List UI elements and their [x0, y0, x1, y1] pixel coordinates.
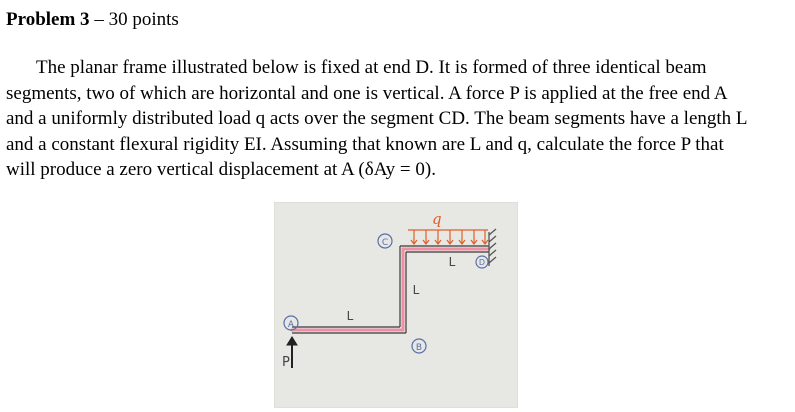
statement-line-4: and a constant flexural rigidity EI. Assuming that known are L and q, calculate the force P that: [6, 133, 724, 155]
length-label-cd: L: [448, 255, 456, 269]
problem-heading: [6, 9, 179, 31]
point-c-label: C: [381, 238, 389, 248]
figure-paper: [274, 202, 518, 408]
statement-line-3: and a uniformly distributed load q acts over the segment CD. The beam segments have a length L: [6, 108, 748, 130]
point-b-label: B: [415, 343, 423, 353]
statement-line-1: The planar frame illustrated below is fixed at end D. It is formed of three identical beam: [36, 57, 707, 78]
problem-points: – 30 points: [89, 9, 179, 30]
length-label-bc: L: [412, 283, 420, 297]
frame-figure: [274, 202, 518, 408]
point-a-label: A: [287, 320, 295, 330]
force-label: P: [282, 355, 290, 370]
statement-line-5: will produce a zero vertical displacement at A (δAy = 0).: [6, 159, 436, 181]
load-label: q: [432, 210, 442, 228]
problem-title: Problem 3: [6, 9, 90, 30]
point-d-label: D: [478, 258, 486, 267]
statement-line-2: segments, two of which are horizontal and one is vertical. A force P is applied at the free end A: [6, 82, 728, 104]
problem-statement: [6, 55, 786, 183]
length-label-ab: L: [346, 309, 354, 323]
